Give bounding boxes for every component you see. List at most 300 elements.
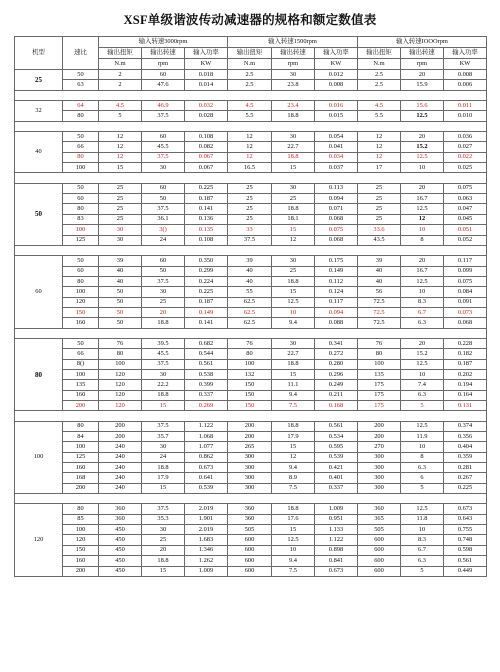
table-row: [15, 235, 487, 245]
value-cell: 150: [228, 390, 272, 400]
header-sub-speed: 输出转速: [272, 48, 315, 59]
value-cell: 15.6: [401, 101, 444, 111]
value-cell: 2: [99, 80, 142, 90]
model-cell: 32: [15, 101, 63, 122]
value-cell: 600: [358, 566, 401, 576]
value-cell: 0.898: [315, 545, 358, 555]
value-cell: 30: [272, 256, 315, 266]
value-cell: 24: [142, 235, 185, 245]
ratio-cell: 80: [63, 152, 99, 162]
value-cell: 5: [99, 111, 142, 121]
value-cell: 0.041: [315, 142, 358, 152]
value-cell: 8: [401, 452, 444, 462]
value-cell: 37.5: [142, 421, 185, 431]
table-row: [15, 421, 487, 431]
value-cell: 30: [142, 163, 185, 173]
value-cell: 0.356: [444, 432, 487, 442]
value-cell: 20: [142, 307, 185, 317]
value-cell: 10: [401, 442, 444, 452]
value-cell: 22.7: [272, 349, 315, 359]
value-cell: 20: [401, 338, 444, 348]
value-cell: 0.643: [444, 514, 487, 524]
value-cell: 120: [99, 369, 142, 379]
ratio-cell: 66: [63, 142, 99, 152]
value-cell: 76: [99, 338, 142, 348]
table-row: [15, 101, 487, 111]
value-cell: 7.5: [272, 566, 315, 576]
table-row: [15, 566, 487, 576]
value-cell: 0.225: [185, 287, 228, 297]
value-cell: 0.202: [444, 369, 487, 379]
value-cell: 9.4: [272, 556, 315, 566]
value-cell: 39: [358, 256, 401, 266]
value-cell: 9.4: [272, 390, 315, 400]
value-cell: 175: [358, 380, 401, 390]
value-cell: 25: [142, 535, 185, 545]
table-row: [15, 266, 487, 276]
value-cell: 0.748: [444, 535, 487, 545]
value-cell: 8: [401, 235, 444, 245]
value-cell: 50: [99, 297, 142, 307]
value-cell: 600: [358, 556, 401, 566]
value-cell: 40: [358, 266, 401, 276]
value-cell: 12: [358, 142, 401, 152]
table-row: [15, 163, 487, 173]
value-cell: 25: [99, 194, 142, 204]
value-cell: 37.5: [142, 204, 185, 214]
value-cell: 30: [272, 338, 315, 348]
value-cell: 5: [401, 483, 444, 493]
value-cell: 1.133: [315, 525, 358, 535]
value-cell: 505: [228, 525, 272, 535]
separator-cell: [15, 173, 487, 183]
value-cell: 12.5: [272, 535, 315, 545]
value-cell: 0.175: [315, 256, 358, 266]
value-cell: 16.7: [401, 266, 444, 276]
value-cell: 18.8: [142, 556, 185, 566]
value-cell: 600: [228, 566, 272, 576]
value-cell: 20: [401, 132, 444, 142]
value-cell: 12: [99, 142, 142, 152]
value-cell: 0.073: [444, 307, 487, 317]
value-cell: 37.5: [142, 111, 185, 121]
value-cell: 0.269: [185, 401, 228, 411]
value-cell: 22.7: [272, 142, 315, 152]
value-cell: 24: [142, 452, 185, 462]
table-row: [15, 504, 487, 514]
value-cell: 0.673: [315, 566, 358, 576]
value-cell: 18.8: [272, 152, 315, 162]
header-unit-speed: rpm: [272, 59, 315, 70]
value-cell: 300: [358, 483, 401, 493]
value-cell: 20: [401, 256, 444, 266]
header-sub-power: 输入功率: [185, 48, 228, 59]
header-unit-torque: N.m: [358, 59, 401, 70]
ratio-cell: 200: [63, 566, 99, 576]
value-cell: 200: [228, 432, 272, 442]
value-cell: 6.7: [401, 307, 444, 317]
ratio-cell: 100: [63, 225, 99, 235]
value-cell: 12.5: [401, 421, 444, 431]
value-cell: 300: [358, 452, 401, 462]
value-cell: 6: [401, 473, 444, 483]
value-cell: 450: [99, 556, 142, 566]
value-cell: 0.421: [315, 463, 358, 473]
ratio-cell: 63: [63, 80, 99, 90]
value-cell: 0.045: [444, 214, 487, 224]
value-cell: 25: [99, 214, 142, 224]
value-cell: 72.5: [358, 297, 401, 307]
value-cell: 240: [99, 483, 142, 493]
value-cell: 8.3: [401, 535, 444, 545]
value-cell: 30: [142, 369, 185, 379]
value-cell: 0.032: [185, 101, 228, 111]
value-cell: 12.5: [401, 152, 444, 162]
table-row: [15, 111, 487, 121]
value-cell: 60: [142, 132, 185, 142]
value-cell: 55: [228, 287, 272, 297]
value-cell: 1.009: [185, 566, 228, 576]
value-cell: 200: [358, 432, 401, 442]
value-cell: 2.019: [185, 504, 228, 514]
value-cell: 0.068: [315, 214, 358, 224]
value-cell: 0.108: [185, 235, 228, 245]
header-sub-power: 输入功率: [315, 48, 358, 59]
value-cell: 12.5: [401, 204, 444, 214]
value-cell: 56: [358, 287, 401, 297]
ratio-cell: 135: [63, 380, 99, 390]
ratio-cell: 100: [63, 525, 99, 535]
value-cell: 8.9: [272, 473, 315, 483]
value-cell: 50: [99, 307, 142, 317]
value-cell: 1.122: [185, 421, 228, 431]
value-cell: 0.272: [315, 349, 358, 359]
value-cell: 0.595: [315, 442, 358, 452]
value-cell: 12: [272, 452, 315, 462]
ratio-cell: 80: [63, 111, 99, 121]
table-row: [15, 256, 487, 266]
value-cell: 40: [99, 266, 142, 276]
value-cell: 20: [142, 545, 185, 555]
value-cell: 0.088: [315, 318, 358, 328]
value-cell: 0.037: [315, 163, 358, 173]
group-separator: [15, 173, 487, 183]
value-cell: 25: [358, 194, 401, 204]
separator-cell: [15, 121, 487, 131]
value-cell: 0.052: [444, 235, 487, 245]
value-cell: 132: [228, 369, 272, 379]
value-cell: 175: [358, 401, 401, 411]
value-cell: 50: [142, 194, 185, 204]
value-cell: 450: [99, 545, 142, 555]
value-cell: 17.6: [272, 514, 315, 524]
value-cell: 300: [358, 463, 401, 473]
spec-table: [14, 36, 487, 577]
ratio-cell: 80: [63, 204, 99, 214]
value-cell: 15.2: [401, 349, 444, 359]
value-cell: 20: [401, 70, 444, 80]
value-cell: 360: [228, 514, 272, 524]
value-cell: 47.6: [142, 80, 185, 90]
header-unit-torque: N.m: [228, 59, 272, 70]
value-cell: 200: [99, 421, 142, 431]
header-group-1500: 输入转速1500rpm: [228, 37, 358, 48]
value-cell: 18.8: [272, 204, 315, 214]
value-cell: 0.228: [444, 338, 487, 348]
value-cell: 37.5: [142, 504, 185, 514]
value-cell: 5.5: [228, 111, 272, 121]
value-cell: 0.014: [185, 80, 228, 90]
value-cell: 39: [99, 256, 142, 266]
table-row: [15, 463, 487, 473]
value-cell: 12: [228, 142, 272, 152]
value-cell: 0.149: [315, 266, 358, 276]
value-cell: 0.094: [315, 194, 358, 204]
value-cell: 150: [228, 401, 272, 411]
value-cell: 0.099: [444, 266, 487, 276]
value-cell: 76: [358, 338, 401, 348]
value-cell: 0.641: [185, 473, 228, 483]
table-row: [15, 359, 487, 369]
value-cell: 4.5: [358, 101, 401, 111]
header-unit-power: KW: [185, 59, 228, 70]
value-cell: 300: [228, 463, 272, 473]
value-cell: 10: [401, 287, 444, 297]
value-cell: 62.5: [228, 318, 272, 328]
value-cell: 1.068: [185, 432, 228, 442]
value-cell: 600: [358, 535, 401, 545]
table-row: [15, 132, 487, 142]
model-cell: 80: [15, 338, 63, 410]
value-cell: 600: [228, 535, 272, 545]
value-cell: 100: [358, 359, 401, 369]
value-cell: 39.5: [142, 338, 185, 348]
header-unit-power: KW: [444, 59, 487, 70]
value-cell: 60: [142, 183, 185, 193]
value-cell: 30: [142, 442, 185, 452]
value-cell: 12.5: [401, 359, 444, 369]
value-cell: 37.5: [142, 152, 185, 162]
value-cell: 0.538: [185, 369, 228, 379]
value-cell: 270: [358, 442, 401, 452]
value-cell: 0.337: [315, 483, 358, 493]
value-cell: 30: [99, 225, 142, 235]
group-separator: [15, 245, 487, 255]
value-cell: 0.034: [315, 152, 358, 162]
value-cell: 0.008: [444, 70, 487, 80]
value-cell: 37.5: [228, 235, 272, 245]
table-row: [15, 349, 487, 359]
header-sub-power: 输入功率: [444, 48, 487, 59]
value-cell: 11.1: [272, 380, 315, 390]
value-cell: 80: [99, 349, 142, 359]
value-cell: 175: [358, 390, 401, 400]
value-cell: 360: [99, 514, 142, 524]
ratio-cell: 120: [63, 535, 99, 545]
value-cell: 12: [228, 152, 272, 162]
value-cell: 265: [228, 442, 272, 452]
value-cell: 0.113: [315, 183, 358, 193]
value-cell: 0.187: [444, 359, 487, 369]
value-cell: 11.9: [401, 432, 444, 442]
group-separator: [15, 90, 487, 100]
model-cell: 120: [15, 504, 63, 576]
ratio-cell: 200: [63, 401, 99, 411]
value-cell: 11.8: [401, 514, 444, 524]
ratio-cell: 50: [63, 132, 99, 142]
value-cell: 17.9: [142, 473, 185, 483]
value-cell: 12.5: [401, 276, 444, 286]
value-cell: 18.8: [272, 276, 315, 286]
value-cell: 15: [272, 287, 315, 297]
value-cell: 1.009: [315, 504, 358, 514]
separator-cell: [15, 328, 487, 338]
value-cell: 0.067: [185, 152, 228, 162]
value-cell: 120: [99, 390, 142, 400]
value-cell: 0.016: [315, 101, 358, 111]
value-cell: 150: [228, 380, 272, 390]
table-row: [15, 142, 487, 152]
value-cell: 300: [358, 473, 401, 483]
ratio-cell: 160: [63, 556, 99, 566]
value-cell: 0.141: [185, 204, 228, 214]
value-cell: 4.5: [228, 101, 272, 111]
value-cell: 0.094: [315, 307, 358, 317]
header-sub-torque: 输出扭矩: [228, 48, 272, 59]
value-cell: 22.2: [142, 380, 185, 390]
value-cell: 300: [228, 483, 272, 493]
value-cell: 12.5: [401, 504, 444, 514]
header-unit-torque: N.m: [99, 59, 142, 70]
ratio-cell: 50: [63, 256, 99, 266]
table-row: [15, 442, 487, 452]
value-cell: 25: [228, 214, 272, 224]
value-cell: 0.112: [315, 276, 358, 286]
value-cell: 0.075: [444, 276, 487, 286]
value-cell: 0.673: [185, 463, 228, 473]
value-cell: 18.8: [272, 111, 315, 121]
value-cell: 0.539: [185, 483, 228, 493]
value-cell: 0.841: [315, 556, 358, 566]
value-cell: 100: [99, 359, 142, 369]
value-cell: 9.4: [272, 318, 315, 328]
header-ratio: 速比: [63, 37, 99, 70]
ratio-cell: 100: [63, 369, 99, 379]
ratio-cell: 200: [63, 483, 99, 493]
value-cell: 37.5: [142, 276, 185, 286]
value-cell: 240: [99, 463, 142, 473]
value-cell: 30: [272, 132, 315, 142]
value-cell: 0.267: [444, 473, 487, 483]
value-cell: 15: [142, 566, 185, 576]
value-cell: 0.299: [185, 266, 228, 276]
value-cell: 100: [228, 359, 272, 369]
value-cell: 23.4: [272, 101, 315, 111]
value-cell: 33.6: [358, 225, 401, 235]
table-row: [15, 70, 487, 80]
value-cell: 0.084: [444, 287, 487, 297]
value-cell: 360: [228, 504, 272, 514]
value-cell: 7.5: [272, 401, 315, 411]
value-cell: 450: [99, 535, 142, 545]
ratio-cell: 100: [63, 287, 99, 297]
value-cell: 200: [99, 432, 142, 442]
value-cell: 18.8: [142, 390, 185, 400]
value-cell: 0.141: [185, 318, 228, 328]
value-cell: 0.182: [444, 349, 487, 359]
value-cell: 17: [358, 163, 401, 173]
value-cell: 2.5: [228, 80, 272, 90]
value-cell: 40: [228, 266, 272, 276]
ratio-cell: 50: [63, 70, 99, 80]
value-cell: 0.006: [444, 80, 487, 90]
value-cell: 300: [228, 452, 272, 462]
value-cell: 15: [99, 163, 142, 173]
table-row: [15, 545, 487, 555]
header-model: 机型: [15, 37, 63, 70]
value-cell: 25: [142, 297, 185, 307]
value-cell: 0.149: [185, 307, 228, 317]
ratio-cell: 120: [63, 297, 99, 307]
table-row: [15, 452, 487, 462]
value-cell: 0.224: [185, 276, 228, 286]
value-cell: 135: [358, 369, 401, 379]
value-cell: 40: [99, 276, 142, 286]
value-cell: 39: [228, 256, 272, 266]
value-cell: 5: [401, 566, 444, 576]
value-cell: 18.8: [142, 318, 185, 328]
value-cell: 6.3: [401, 556, 444, 566]
value-cell: 450: [99, 525, 142, 535]
ratio-cell: 80: [63, 276, 99, 286]
value-cell: 0.249: [315, 380, 358, 390]
value-cell: 1.901: [185, 514, 228, 524]
value-cell: 0.951: [315, 514, 358, 524]
value-cell: 240: [99, 473, 142, 483]
value-cell: 45.5: [142, 349, 185, 359]
value-cell: 25: [358, 183, 401, 193]
value-cell: 35.7: [142, 432, 185, 442]
table-row: [15, 514, 487, 524]
value-cell: 200: [228, 421, 272, 431]
value-cell: 25: [228, 194, 272, 204]
value-cell: 36.1: [142, 214, 185, 224]
value-cell: 1.346: [185, 545, 228, 555]
value-cell: 0.012: [315, 70, 358, 80]
value-cell: 80: [358, 349, 401, 359]
model-cell: 60: [15, 256, 63, 328]
ratio-cell: 100: [63, 163, 99, 173]
value-cell: 0.117: [315, 297, 358, 307]
value-cell: 15: [142, 483, 185, 493]
value-cell: 1.077: [185, 442, 228, 452]
ratio-cell: 8(): [63, 359, 99, 369]
value-cell: 9.4: [272, 463, 315, 473]
value-cell: 12.5: [272, 297, 315, 307]
value-cell: 0.194: [444, 380, 487, 390]
value-cell: 0.047: [444, 204, 487, 214]
table-row: [15, 483, 487, 493]
value-cell: 18.8: [272, 504, 315, 514]
value-cell: 12: [401, 214, 444, 224]
value-cell: 37.5: [142, 359, 185, 369]
value-cell: 43.5: [358, 235, 401, 245]
value-cell: 0.071: [315, 204, 358, 214]
value-cell: 76: [228, 338, 272, 348]
value-cell: 12: [358, 132, 401, 142]
value-cell: 0.187: [185, 297, 228, 307]
value-cell: 505: [358, 525, 401, 535]
